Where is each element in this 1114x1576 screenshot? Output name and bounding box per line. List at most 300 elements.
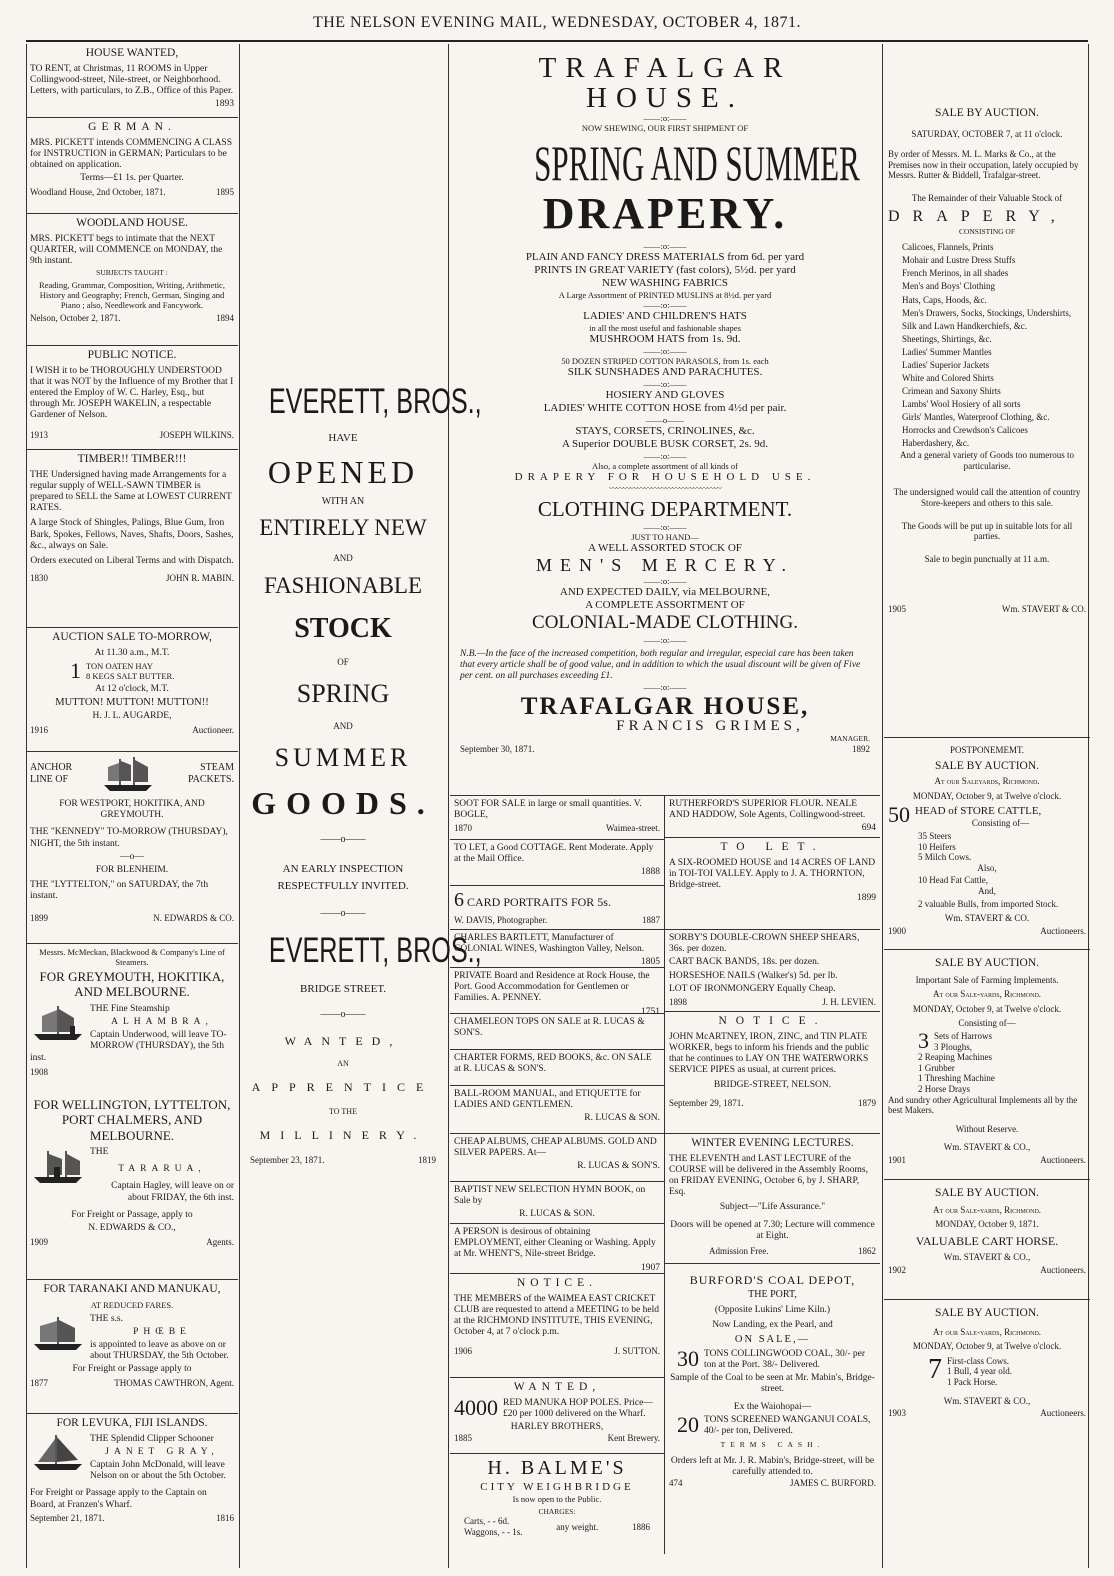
ad-body: A PERSON is desirous of obtaining EMPLOYMENT, either Cleaning or Washing. Apply at Mr. WHENT'S, Nile-street Bridge.: [454, 1227, 656, 1260]
ad-line: MUSHROOM HATS from 1s. 9d.: [589, 332, 741, 345]
ad-sep: ——:o:——: [643, 450, 687, 461]
ad-title: TRAFALGAR HOUSE.: [538, 52, 792, 114]
ad-body: RED MANUKA HOP POLES. Price—£20 per 1000 delivered on the Wharf.: [503, 1397, 653, 1419]
ad-number: 1903: [888, 1408, 906, 1419]
ship-icon: [30, 1004, 86, 1042]
ad-signature: JOSEPH WILKINS.: [159, 429, 234, 440]
ad-apply: For Freight or Passage, apply to: [71, 1209, 193, 1220]
ad-subjects: Reading, Grammar, Composition, Writing, Arithmetic, History and Geography; French, German, Singing and Piano ; also, Needlework and Fancywork.: [39, 280, 225, 311]
ad-anchor-line: [26, 752, 238, 944]
ad-route: FOR WELLINGTON, LYTTELTON, PORT CHALMERS, AND MELBOURNE.: [33, 1097, 231, 1143]
ad-also: Also,: [977, 862, 997, 873]
list-item: Sheetings, Shirtings, &c.: [902, 333, 992, 344]
ad-body: TO RENT, at Christmas, 11 ROOMS in Upper Collingwood-street, Nile-street, or Neighborhood. Letters, with particulars, to Z.B., Office of this Paper.: [30, 63, 233, 96]
ad-wanted: WANTED,: [284, 1034, 402, 1048]
ad-sale-drapery: [884, 44, 1090, 738]
ad-drapery: DRAPERY,: [888, 207, 1068, 225]
ad-levuka: [26, 1414, 238, 1554]
ad-street: BRIDGE STREET.: [300, 983, 386, 995]
ad-the: THE s.s.: [90, 1313, 123, 1324]
ad-line: A Large Assortment of PRINTED MUSLINS at 8½d. per yard: [558, 289, 772, 300]
ad-stock: STOCK: [294, 613, 392, 644]
ad-number: 1901: [888, 1155, 906, 1166]
ad-role: Agents.: [206, 1237, 234, 1248]
ad-showing: NOW SHEWING, OUR FIRST SHIPMENT OF: [581, 123, 749, 134]
ad-charges: CHARGES:: [538, 1506, 576, 1516]
ad-sale-cattle: [884, 738, 1090, 950]
ad-number: 1805: [641, 957, 660, 968]
ad-body: JOHN McARTNEY, IRON, ZINC, and TIN PLATE WORKER, begs to inform his friends and the public that he continues to LAY ON THE WATERWORKS SERVICE PIPES as usual, at current prices.: [669, 1031, 869, 1076]
ad-wellington: [26, 1094, 238, 1280]
ad-time: At 12 o'clock, M.T.: [95, 683, 169, 694]
ad-body: A SIX-ROOMED HOUSE and 14 ACRES OF LAND in TOI-TOI VALLEY. Apply to J. A. THORNTON, Bridge-street.: [669, 857, 876, 890]
ad-chameleon: [450, 1014, 664, 1050]
ad-title: HOUSE WANTED,: [85, 47, 179, 59]
ad-body: THE Undersigned having made Arrangements for a regular supply of WELL-SAWN TIMBER is prepared to SELL the Same at LOWEST CURRENT RATES.: [30, 469, 232, 514]
ad-apply: For Freight or Passage apply to: [72, 1364, 192, 1375]
ad-name: EVERETT, BROS.,: [268, 382, 482, 421]
ad-fashionable: FASHIONABLE: [263, 573, 423, 598]
ad-the: THE: [90, 1146, 109, 1157]
ad-body: I WISH it to be THOROUGHLY UNDERSTOOD that it was NOT by the Influence of my Brother that I entered the Employ of W. C. Harley, Esq., but through Mr. JOSEPH WAKELIN, a respectable Gardener of Nelson.: [30, 365, 234, 421]
ad-imp: Important Sale of Farming Implements.: [915, 974, 1059, 985]
ad-item: 35 Steers: [918, 830, 952, 841]
ad-line: Messrs. McMeckan, Blackwood & Company's Line of Steamers.: [39, 947, 225, 968]
ad-role: Auctioneers.: [1040, 1264, 1086, 1275]
ad-admission: Admission Free.: [709, 1245, 769, 1256]
ad-ship-name: JANET GRAY,: [105, 1446, 219, 1457]
ad-at: At our Sale-yards, Richmond.: [932, 1326, 1042, 1337]
ad-body: SORBY'S DOUBLE-CROWN SHEEP SHEARS, 36s. per dozen.: [669, 933, 860, 955]
ad-hop-poles: [450, 1378, 664, 1454]
ad-number: 1886: [632, 1521, 650, 1532]
ad-list: A large Stock of Shingles, Palings, Blue Gum, Iron Bark, Spokes, Fellows, Naves, Shafts, Doors, Sashes, &c., always on Sale.: [30, 518, 234, 551]
ad-rutherford: [665, 796, 880, 838]
ad-number: 1895: [216, 187, 234, 198]
classifieds-right: [665, 796, 880, 1554]
ad-doors: Doors will be opened at 7.30; Lecture will commence at Eight.: [670, 1219, 875, 1241]
ad-line: A WELL ASSORTED STOCK OF: [588, 542, 742, 555]
ad-line: HOSIERY AND GLOVES: [605, 388, 725, 401]
ad-and: And,: [978, 886, 996, 897]
ad-body: THE "LYTTELTON," on SATURDAY, the 7th instant.: [30, 880, 209, 902]
ad-route: FOR WESTPORT, HOKITIKA, AND GREYMOUTH.: [59, 799, 205, 821]
ad-timber: [26, 450, 238, 628]
ad-goods: GOODS.: [251, 785, 435, 821]
ad-item: 10 Heifers: [918, 841, 956, 852]
ad-number: 1893: [215, 99, 234, 110]
ad-sep: ——:o:——: [643, 113, 687, 123]
ad-to-the: TO THE: [329, 1107, 357, 1116]
list-item: Haberdashery, &c.: [902, 438, 970, 449]
ad-route: FOR LEVUKA, FIJI ISLANDS.: [56, 1417, 208, 1429]
ad-terms: Terms—£1 1s. per Quarter.: [80, 173, 184, 184]
ad-number: 1888: [641, 867, 660, 878]
ad-agent: N. EDWARDS & CO.,: [88, 1223, 176, 1233]
ad-sale: ON SALE,—: [734, 1334, 811, 1346]
ad-number: 474: [669, 1478, 683, 1489]
ad-sorby: [665, 930, 880, 1012]
ad-line: PLAIN AND FANCY DRESS MATERIALS from 6d. per yard: [525, 251, 805, 264]
masthead: THE NELSON EVENING MAIL, WEDNESDAY, OCTOBER 4, 1871.: [312, 14, 802, 31]
ad-general: And a general variety of Goods too numerous to particularise.: [900, 450, 1074, 471]
ad-german: [26, 118, 238, 214]
ad-time: At 11.30 a.m., M.T.: [94, 647, 170, 658]
ad-number: 1899: [30, 912, 48, 923]
ad-item: 2 Reaping Machines: [918, 1052, 992, 1063]
ad-open: Is now open to the Public.: [512, 1493, 602, 1504]
list-item: Calicoes, Flannels, Prints: [902, 242, 994, 253]
ad-begin: Sale to begin punctually at 11 a.m.: [924, 553, 1050, 564]
ad-sep: —o—: [120, 851, 144, 862]
ad-bignum: 1: [70, 657, 81, 683]
ad-item: First-class Cows.: [947, 1355, 1010, 1366]
ad-item: 10 Head Fat Cattle,: [918, 875, 988, 886]
ad-title: PACKETS.: [187, 774, 234, 785]
ad-entirely: ENTIRELY NEW: [259, 515, 427, 540]
ad-port: THE PORT,: [748, 1289, 797, 1301]
ad-baptist: [450, 1182, 664, 1224]
ad-bignum: 4000: [454, 1394, 498, 1420]
ad-item: 1 Threshing Machine: [918, 1073, 995, 1084]
ad-line: AND EXPECTED DAILY, via MELBOURNE,: [559, 586, 771, 599]
ad-number: 1908: [30, 1066, 48, 1077]
ad-auction-tomorrow: [26, 628, 238, 752]
list-item: White and Colored Shirts: [902, 372, 994, 383]
ad-taranaki: [26, 1280, 238, 1414]
ad-ballroom: [450, 1086, 664, 1134]
ad-ex: Ex the Waiohopai—: [733, 1401, 812, 1412]
ad-body: CART BACK BANDS, 18s. per dozen.: [669, 957, 820, 968]
ad-name: EVERETT, BROS.,: [268, 931, 482, 970]
ad-sundry: And sundry other Agricultural Implements all by the best Makers.: [888, 1094, 1078, 1116]
ad-item-list: [888, 241, 1086, 450]
ad-agent: THOMAS CAWTHRON, Agent.: [114, 1377, 234, 1388]
ad-number: 1899: [857, 893, 876, 904]
ad-weigh: CITY WEIGHBRIDGE: [480, 1480, 634, 1493]
ad-sep: ——o——: [320, 1009, 366, 1020]
ad-item: 8 KEGS SALT BUTTER.: [86, 670, 175, 681]
ad-sep: ——o——: [320, 908, 366, 919]
ad-mcartney-notice: [665, 1012, 880, 1134]
ad-title: LINE OF: [30, 774, 69, 785]
ad-item: Sets of Harrows: [934, 1031, 992, 1041]
ad-signature: JOHN R. MABIN.: [165, 573, 234, 584]
ad-summer: SUMMER: [274, 743, 412, 772]
ad-body: PRIVATE Board and Residence at Rock House, the Port. Good Accommodation for Gentlemen or Families. A. PENNEY.: [454, 971, 650, 1004]
ad-without: Without Reserve.: [955, 1123, 1019, 1134]
ad-date: SATURDAY, OCTOBER 7, at 11 o'clock.: [911, 128, 1063, 139]
ad-bignum: 50: [888, 802, 910, 828]
ad-body: THE Fine Steamship: [90, 1003, 170, 1014]
ad-body: THE MEMBERS of the WAIMEA EAST CRICKET CLUB are requested to attend a MEETING to be held at the RICHMOND INSTITUTE, THIS EVENING, October 4, at 7 o'clock p.m.: [454, 1293, 659, 1338]
ad-wave: 〰〰〰〰〰〰〰〰〰〰〰〰〰〰〰〰: [609, 483, 721, 493]
ad-body: BALL-ROOM MANUAL, and ETIQUETTE for LADIES AND GENTLEMEN.: [454, 1089, 641, 1111]
ad-line: SILK SUNSHADES AND PARACHUTES.: [567, 365, 763, 378]
ad-number: 1870: [454, 823, 472, 834]
ad-line: in all the most useful and fashionable shapes: [589, 322, 741, 333]
ad-body: CHARTER FORMS, RED BOOKS, &c. ON SALE at R. LUCAS & SON'S.: [454, 1053, 652, 1075]
column-4: [884, 44, 1090, 1566]
ad-item: 3 Ploughs,: [934, 1041, 973, 1052]
ad-date: MONDAY, October 9, at Twelve o'clock.: [912, 790, 1062, 801]
ad-number: 1862: [858, 1245, 876, 1256]
ad-consisting: Consisting of—: [971, 818, 1030, 829]
ad-signature: JAMES C. BURFORD.: [789, 1478, 876, 1489]
ad-addr: BRIDGE-STREET, NELSON.: [713, 1080, 832, 1091]
ad-winter-lectures: [665, 1134, 880, 1264]
ad-title: NOTICE.: [718, 1015, 827, 1027]
ad-signature: Wm. STAVERT & CO.,: [943, 1251, 1031, 1262]
ad-line: LADIES' WHITE COTTON HOSE from 4½d per pair.: [543, 401, 787, 414]
ad-item: TON OATEN HAY: [86, 660, 154, 671]
ad-title: SALE BY AUCTION.: [934, 957, 1040, 969]
ad-private-board: [450, 968, 664, 1017]
ad-body: HORSESHOE NAILS (Walker's) 5d. per lb.: [669, 970, 838, 981]
ad-apprentice: APPRENTICE: [251, 1080, 435, 1094]
ad-item: 1 Grubber: [918, 1062, 955, 1073]
ad-subheading: SUBJECTS TAUGHT :: [96, 268, 168, 278]
ad-number: 1907: [641, 1262, 660, 1273]
ad-orders: Orders executed on Liberal Terms and with Dispatch.: [30, 555, 234, 566]
ad-title: TO LET.: [720, 841, 825, 853]
ad-line: JUST TO HAND—: [631, 532, 699, 543]
ad-person: [450, 1224, 664, 1274]
ad-item: 2 Horse Drays: [918, 1084, 970, 1095]
ad-postponement: POSTPONEMEMT.: [949, 745, 1025, 755]
ad-subject: Subject—"Life Assurance.": [719, 1202, 826, 1213]
list-item: Men's and Boys' Clothing: [902, 281, 995, 292]
masthead-rule: [26, 40, 1088, 42]
ad-manager: MANAGER.: [830, 734, 870, 744]
ad-sep: ——o——: [320, 834, 366, 845]
ad-line: STAYS, CORSETS, CRINOLINES, &c.: [575, 424, 755, 437]
ad-body: is appointed to leave as above on or about THURSDAY, the 5th October.: [90, 1339, 229, 1362]
ad-sep: ——:o:——: [643, 345, 687, 356]
ad-and: AND: [333, 721, 353, 731]
ad-title: STEAM: [200, 762, 234, 774]
ad-line: Also, a complete assortment of all kinds of: [592, 460, 738, 471]
ad-sample: Sample of the Coal to be seen at Mr. Mabin's, Bridge-street.: [670, 1373, 875, 1395]
ad-title: AUCTION SALE TO-MORROW,: [52, 631, 212, 643]
ad-number: 1877: [30, 1377, 48, 1388]
column-rule: [882, 44, 883, 1568]
ad-sep: ——:o:——: [643, 241, 687, 252]
ad-cricket-notice: [450, 1274, 664, 1378]
ad-route: FOR GREYMOUTH, HOKITIKA, AND MELBOURNE.: [39, 969, 225, 1000]
ad-consisting: CONSISTING OF: [958, 227, 1016, 237]
ad-signature: Wm. STAVERT & CO.,: [943, 1395, 1031, 1406]
ad-sep: ——o——: [645, 414, 685, 425]
ad-soot: [450, 796, 664, 840]
ad-bartlett: [450, 930, 664, 968]
ad-line: NEW WASHING FABRICS: [602, 276, 728, 289]
ad-number: 1902: [888, 1264, 906, 1275]
ad-route: FOR TARANAKI AND MANUKAU,: [43, 1283, 221, 1295]
ad-item: 1 Pack Horse.: [947, 1377, 998, 1387]
ad-burford-coal: [665, 1264, 880, 1496]
ad-date: September 29, 1871.: [669, 1097, 744, 1108]
ad-sep: ——:o:——: [643, 634, 687, 645]
ad-title: PUBLIC NOTICE.: [87, 349, 177, 361]
ad-order: By order of Messrs. M. L. Marks & Co., at the Premises now in their occupation, lately occupied by Messrs. Rutter & Biddell, Trafalgar-street.: [888, 149, 1079, 181]
ad-spring-summer: SPRING AND SUMMER: [534, 135, 860, 192]
ad-millinery: MILLINERY.: [259, 1128, 427, 1142]
ad-charge: Carts, - - 6d.: [464, 1516, 510, 1527]
ad-terms: TERMS CASH.: [720, 1440, 825, 1450]
ad-sale-horse: [884, 1180, 1090, 1300]
ad-title: H. BALME'S: [487, 1457, 627, 1479]
ad-signature: H. J. L. AUGARDE,: [92, 711, 172, 722]
ad-ship-name: PHŒBE: [133, 1326, 191, 1337]
ad-inspection: AN EARLY INSPECTION RESPECTFULLY INVITED.: [277, 863, 409, 892]
ad-card-portraits: [450, 886, 664, 930]
ad-date: MONDAY, October 9, at Twelve o'clock.: [912, 1003, 1062, 1014]
classifieds-left: [450, 796, 665, 1554]
ad-number: 1909: [30, 1237, 48, 1248]
ad-attention: The undersigned would call the attention of country Store-keepers and others to this sale.: [893, 487, 1081, 508]
ad-title: BURFORD'S COAL DEPOT,: [689, 1273, 856, 1287]
ad-title2: TRAFALGAR HOUSE,: [520, 693, 810, 721]
list-item: Ladies' Superior Jackets: [902, 359, 990, 370]
ad-role: Auctioneers.: [1040, 925, 1086, 936]
ad-number: 1905: [888, 604, 906, 615]
ad-number: 1816: [216, 1512, 234, 1523]
ad-role: Auctioneers.: [1040, 1155, 1086, 1166]
ad-charter: [450, 1050, 664, 1086]
ad-at: At our Sale-yards, Richmond.: [932, 1204, 1042, 1215]
ad-title: SALE BY AUCTION.: [934, 1187, 1040, 1199]
ad-colonial: COLONIAL-MADE CLOTHING.: [532, 612, 798, 634]
ad-body: TO LET, a Good COTTAGE. Rent Moderate. Apply at the Mail Office.: [454, 843, 654, 865]
ad-signature: J. H. LEVIEN.: [822, 997, 876, 1008]
ad-orders: Orders left at Mr. J. R. Mabin's, Bridge-street, will be carefully attended to.: [670, 1456, 875, 1478]
ad-signature: R. LUCAS & SON'S.: [577, 1161, 660, 1172]
ad-footer: Woodland House, 2nd October, 1871.: [30, 187, 166, 198]
ad-ship-name: ALHAMBRA,: [111, 1016, 213, 1027]
ad-title: WANTED,: [513, 1381, 601, 1393]
ad-number: 1879: [858, 1097, 876, 1108]
ad-body: TONS COLLINGWOOD COAL, 30/- per ton at the Port. 38/- Delivered.: [704, 1348, 866, 1370]
ship-icon: [30, 1147, 86, 1185]
ad-with: WITH AN: [321, 496, 365, 507]
ad-weighbridge: [450, 1454, 664, 1554]
ad-clothing: CLOTHING DEPARTMENT.: [537, 497, 793, 522]
ad-title: WOODLAND HOUSE.: [76, 217, 188, 229]
classifieds: [450, 796, 880, 1554]
ad-line: A Superior DOUBLE BUSK CORSET, 2s. 9d.: [561, 437, 769, 450]
ad-line: 50 DOZEN STRIPED COTTON PARASOLS, from 1s. each: [561, 355, 769, 366]
ad-addr: Kent Brewery.: [607, 1433, 660, 1444]
ad-consisting: Consisting of—: [958, 1018, 1016, 1029]
ad-mcmeckan: [26, 944, 238, 1094]
ad-signature: R. LUCAS & SON.: [519, 1209, 595, 1220]
ad-mercery: MEN'S MERCERY.: [536, 555, 794, 576]
ad-to-let-cottage: [450, 840, 664, 886]
ad-to-let-house: [665, 838, 880, 930]
ad-title: WINTER EVENING LECTURES.: [691, 1137, 854, 1149]
ad-nb: N.B.—In the face of the increased competition, both regular and irregular, especial care has been taken that every article shall be of good value, and in addition to which the usual discount will be given of Five per cent. on all purchases exceeding £1.: [460, 648, 861, 682]
ad-body: CHARLES BARTLETT, Manufacturer of COLONIAL WINES, Washington Valley, Nelson.: [454, 933, 645, 955]
ad-horse: VALUABLE CART HORSE.: [915, 1233, 1059, 1248]
list-item: Hats, Caps, Hoods, &c.: [902, 294, 987, 305]
ad-signature: Wm. STAVERT & CO.: [1001, 604, 1086, 615]
ad-number: 1887: [642, 914, 660, 925]
ad-date: September 21, 1871.: [30, 1512, 105, 1523]
ad-of: OF: [337, 657, 349, 667]
ad-opened: OPENED: [267, 454, 419, 490]
ad-footer: Nelson, October 2, 1871.: [30, 313, 121, 324]
list-item: Lambs' Wool Hosiery of all sorts: [902, 398, 1021, 409]
ad-item: 5 Milch Cows.: [918, 852, 972, 863]
column-3: [450, 44, 880, 1566]
ship-icon: [100, 755, 156, 793]
ad-drapery: DRAPERY.: [542, 189, 788, 239]
ad-cheap-albums: [450, 1134, 664, 1182]
ad-body: TONS SCREENED WANGANUI COALS, 40/- per ton, Delivered.: [704, 1414, 871, 1436]
ad-body: CARD PORTRAITS FOR 5s.: [467, 895, 611, 909]
ad-remainder: The Remainder of their Valuable Stock of: [911, 193, 1063, 203]
ad-apply: For Freight or Passage apply to the Captain on Board, at Franzen's Wharf.: [30, 1488, 207, 1510]
ad-bignum: 6: [454, 889, 464, 911]
ad-woodland-house: [26, 214, 238, 346]
ad-body: CHAMELEON TOPS ON SALE at R. LUCAS & SON'S.: [454, 1017, 645, 1039]
ad-bignum: 20: [677, 1411, 699, 1437]
ad-number: 1913: [30, 429, 48, 440]
ad-number: 1916: [30, 724, 48, 735]
ad-sep: ——:o:——: [643, 576, 687, 587]
ad-signature: J. SUTTON.: [614, 1346, 660, 1357]
ad-title: SALE BY AUCTION.: [934, 1307, 1040, 1319]
ad-bignum: 30: [677, 1345, 699, 1371]
ad-line: PRINTS IN GREAT VARIETY (fast colors), 5½d. per yard: [534, 264, 796, 277]
ad-signature: Wm. STAVERT & CO.: [944, 913, 1030, 924]
ad-date: MONDAY, October 9, at Twelve o'clock.: [912, 1341, 1062, 1352]
ad-item: 2 valuable Bulls, from imported Stock.: [918, 898, 1059, 909]
ad-title: GERMAN.: [88, 121, 176, 133]
list-item: French Merinos, in all shades: [902, 268, 1009, 279]
ad-at: At our Saleyards, Richmond.: [934, 776, 1040, 787]
list-item: Crimean and Saxony Shirts: [902, 385, 1001, 396]
ad-head: HEAD of STORE CATTLE,: [915, 805, 1042, 818]
ad-an: AN: [337, 1059, 349, 1068]
ad-title: SALE BY AUCTION.: [934, 107, 1040, 119]
ship-icon: [30, 1314, 86, 1352]
ad-line: LADIES' AND CHILDREN'S HATS: [583, 309, 747, 322]
ad-and: AND: [333, 553, 353, 563]
ad-signature: N. EDWARDS & CO.: [153, 912, 234, 923]
ad-number: 1885: [454, 1433, 472, 1444]
ad-opp: (Opposite Lukins' Lime Kiln.): [714, 1304, 831, 1315]
ad-lots: The Goods will be put up in suitable lots for all parties.: [901, 520, 1073, 542]
ad-date: September 30, 1871.: [460, 744, 535, 755]
ad-date: September 23, 1871.: [250, 1155, 325, 1165]
ad-number: 694: [861, 823, 876, 834]
ad-line: DRAPERY FOR HOUSEHOLD USE.: [514, 470, 816, 483]
ad-sep: ——:o:——: [643, 522, 687, 533]
ad-have: HAVE: [328, 432, 358, 444]
ad-body: MRS. PICKETT intends COMMENCING A CLASS for INSTRUCTION in GERMAN; Particulars to be obtained on application.: [30, 137, 232, 170]
list-item: Ladies' Summer Mantles: [902, 346, 992, 357]
column-rule: [448, 44, 449, 1568]
ad-number: 1830: [30, 573, 48, 584]
ad-spring: SPRING: [296, 679, 390, 708]
ad-number: 1751: [641, 1006, 660, 1017]
ad-number: 1898: [669, 997, 687, 1008]
list-item: Horrocks and Crewdson's Calicoes: [902, 424, 1028, 435]
ad-bignum: 3: [918, 1028, 929, 1053]
ad-sep: ——:o:——: [643, 682, 687, 693]
